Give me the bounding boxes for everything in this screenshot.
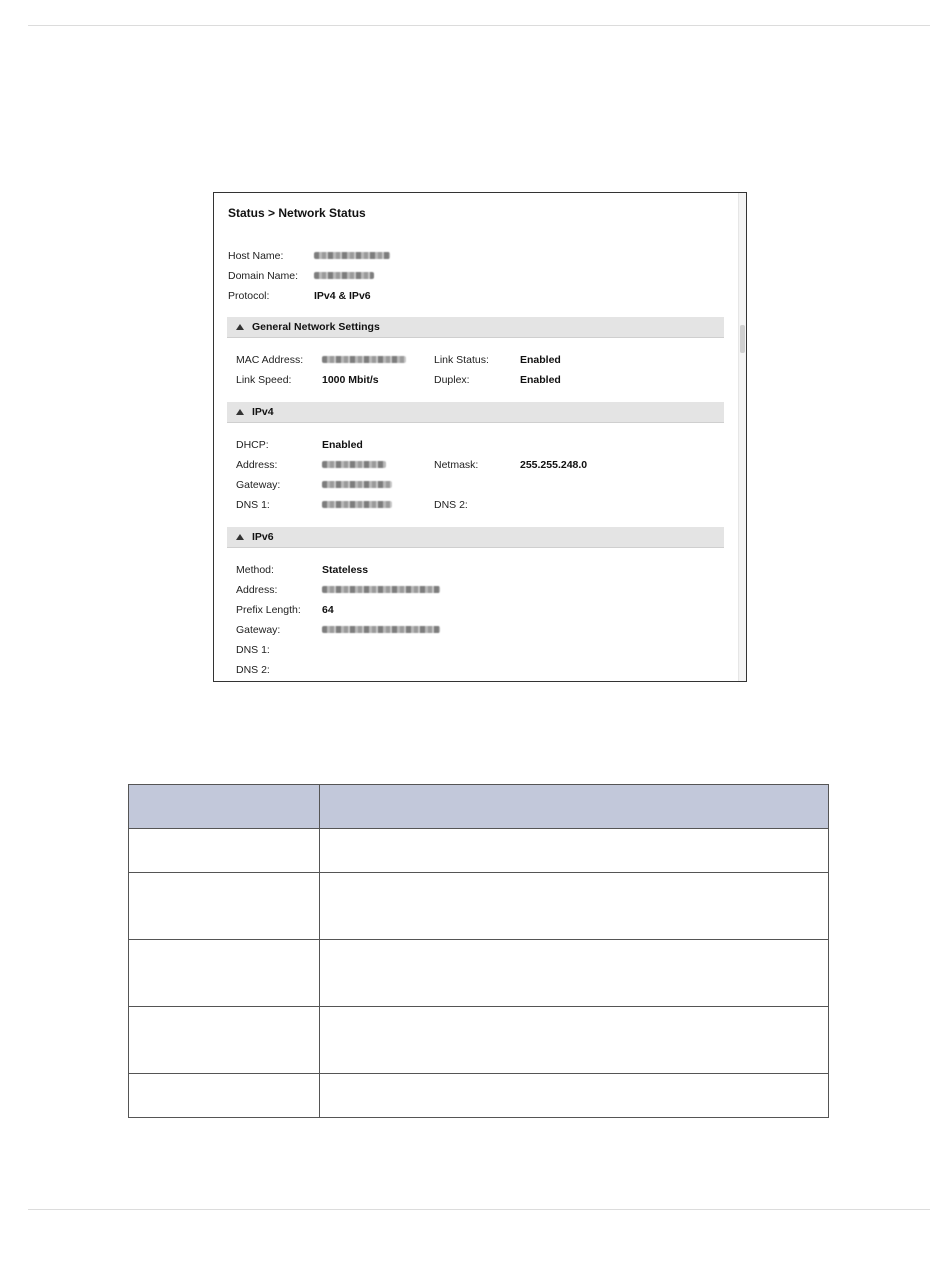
- network-status-screenshot: [213, 192, 747, 682]
- ipv6-gateway-label: Gateway:: [236, 624, 281, 636]
- protocol-value: IPv4 & IPv6: [314, 290, 371, 302]
- description-table: [128, 784, 829, 1118]
- ipv4-address-value-redacted: [322, 461, 386, 468]
- table-cell: [320, 873, 829, 940]
- link-status-label: Link Status:: [434, 354, 489, 366]
- table-header-cell: [320, 785, 829, 829]
- ipv6-dns2-label: DNS 2:: [236, 664, 270, 676]
- section-title: General Network Settings: [252, 321, 380, 333]
- prefix-length-label: Prefix Length:: [236, 604, 301, 616]
- breadcrumb: Status > Network Status: [228, 206, 366, 220]
- ipv4-gateway-label: Gateway:: [236, 479, 281, 491]
- link-status-value: Enabled: [520, 354, 561, 366]
- collapse-triangle-icon: [236, 534, 244, 540]
- host-name-label: Host Name:: [228, 250, 284, 262]
- footer-divider: [28, 1209, 930, 1210]
- netmask-value: 255.255.248.0: [520, 459, 588, 471]
- collapse-triangle-icon: [236, 409, 244, 415]
- table-header-row: [129, 785, 829, 829]
- scrollbar[interactable]: [738, 193, 746, 681]
- link-speed-value: 1000 Mbit/s: [322, 374, 379, 386]
- section-title: IPv6: [252, 531, 274, 543]
- header-divider: [28, 25, 930, 26]
- table-cell: [320, 1074, 829, 1118]
- table-cell: [129, 940, 320, 1007]
- mac-address-label: MAC Address:: [236, 354, 304, 366]
- ipv6-address-value-redacted: [322, 586, 440, 593]
- table-row: [129, 873, 829, 940]
- collapse-triangle-icon: [236, 324, 244, 330]
- table-cell: [320, 1007, 829, 1074]
- link-speed-label: Link Speed:: [236, 374, 292, 386]
- duplex-value: Enabled: [520, 374, 561, 386]
- netmask-label: Netmask:: [434, 459, 479, 471]
- ipv4-dns1-value-redacted: [322, 501, 392, 508]
- dhcp-label: DHCP:: [236, 439, 269, 451]
- ipv6-method-value: Stateless: [322, 564, 369, 576]
- table-row: [129, 1007, 829, 1074]
- ipv6-gateway-value-redacted: [322, 626, 440, 633]
- table-cell: [129, 873, 320, 940]
- general-network-settings-header[interactable]: [227, 317, 724, 338]
- table-row: [129, 829, 829, 873]
- ipv4-address-label: Address:: [236, 459, 278, 471]
- ipv6-address-label: Address:: [236, 584, 278, 596]
- ipv4-header[interactable]: [227, 402, 724, 423]
- ipv4-dns2-label: DNS 2:: [434, 499, 468, 511]
- table-cell: [320, 829, 829, 873]
- table-cell: [129, 1074, 320, 1118]
- table-row: [129, 1074, 829, 1118]
- table-cell: [129, 1007, 320, 1074]
- ipv6-method-label: Method:: [236, 564, 274, 576]
- table-header-cell: [129, 785, 320, 829]
- table-row: [129, 940, 829, 1007]
- table-cell: [320, 940, 829, 1007]
- section-title: IPv4: [252, 406, 274, 418]
- domain-name-value-redacted: [314, 272, 374, 279]
- host-name-value-redacted: [314, 252, 390, 259]
- protocol-label: Protocol:: [228, 290, 270, 302]
- ipv4-gateway-value-redacted: [322, 481, 392, 488]
- ipv6-dns1-label: DNS 1:: [236, 644, 270, 656]
- duplex-label: Duplex:: [434, 374, 470, 386]
- scrollbar-thumb[interactable]: [740, 325, 745, 353]
- dhcp-value: Enabled: [322, 439, 363, 451]
- table-cell: [129, 829, 320, 873]
- ipv6-header[interactable]: [227, 527, 724, 548]
- ipv4-dns1-label: DNS 1:: [236, 499, 270, 511]
- mac-address-value-redacted: [322, 356, 406, 363]
- prefix-length-value: 64: [322, 604, 334, 616]
- domain-name-label: Domain Name:: [228, 270, 299, 282]
